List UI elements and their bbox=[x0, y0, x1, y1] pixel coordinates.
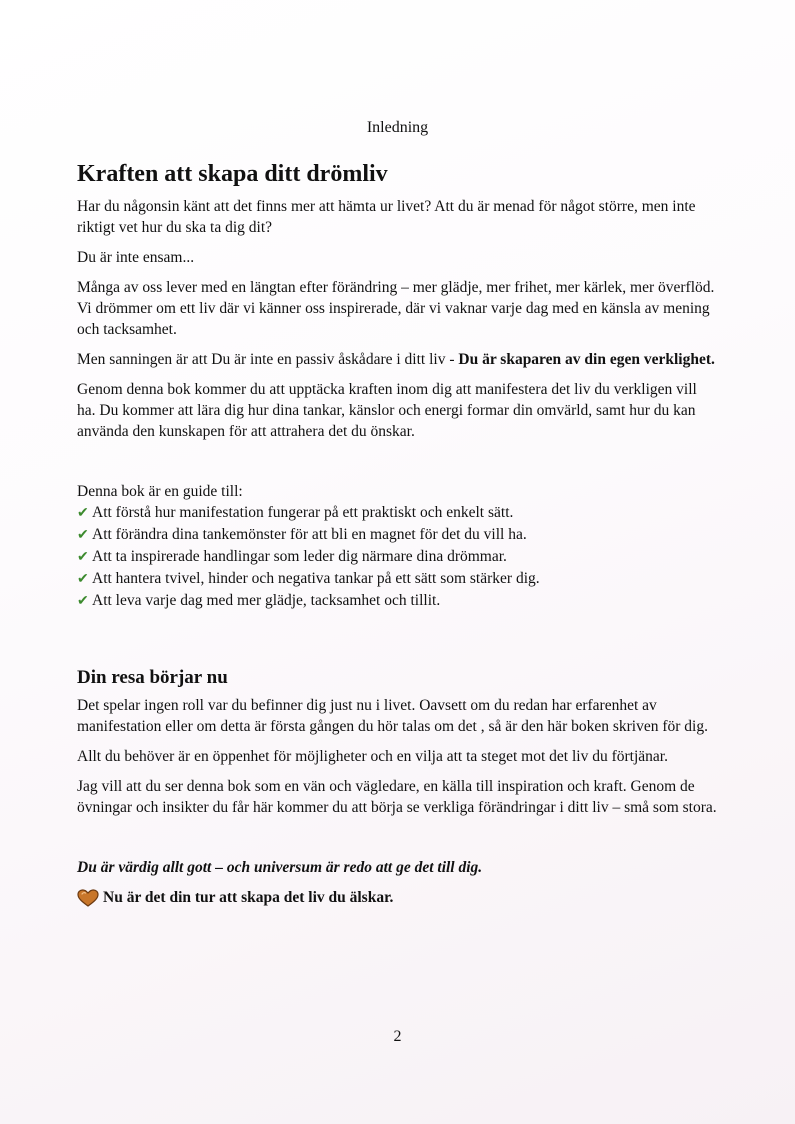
paragraph: Du är inte ensam... bbox=[77, 249, 195, 266]
list-item bbox=[77, 568, 719, 590]
checklist bbox=[77, 502, 719, 612]
check-icon: ✔ bbox=[77, 528, 89, 543]
paragraph: Många av oss lever med en längtan efter förändring – mer glädje, mer frihet, mer kärlek, mer överflöd. Vi drömmer om ett liv där vi känner oss inspirerade, där vi vaknar varje dag med en känsla av mening och tacksamhet. bbox=[77, 279, 715, 338]
paragraph: Genom denna bok kommer du att upptäcka kraften inom dig att manifestera det liv du verkligen vill ha. Du kommer att lära dig hur dina tankar, känslor och energi formar din omvärld, samt hur du kan använda den kunskapen för att attrahera det du önskar. bbox=[77, 381, 697, 440]
paragraph: Allt du behöver är en öppenhet för möjligheter och en vilja att ta steget mot det liv du förtjänar. bbox=[77, 748, 668, 765]
list-item bbox=[77, 590, 719, 612]
paragraph bbox=[77, 349, 719, 370]
list-intro: Denna bok är en guide till: bbox=[77, 483, 243, 500]
page-number: 2 bbox=[393, 1028, 402, 1045]
check-icon: ✔ bbox=[77, 550, 89, 565]
list-item-text: Att hantera tvivel, hinder och negativa tankar på ett sätt som stärker dig. bbox=[92, 570, 540, 587]
paragraph-text: Men sanningen är att Du är inte en passiv åskådare i ditt liv - bbox=[77, 351, 459, 368]
spacer bbox=[77, 827, 719, 857]
running-header: Inledning bbox=[366, 119, 429, 136]
closing-quote-text: Du är värdig allt gott – och universum är redo att ge det till dig. bbox=[77, 859, 483, 876]
check-icon: ✔ bbox=[77, 506, 89, 521]
check-icon: ✔ bbox=[77, 594, 89, 609]
closing-line bbox=[77, 887, 719, 908]
paragraph: Det spelar ingen roll var du befinner dig just nu i livet. Oavsett om du redan har erfarenhet av manifestation eller om detta är första gången du hör talas om det , så är den här boken skriven för dig. bbox=[77, 697, 708, 735]
closing-line-text: Nu är det din tur att skapa det liv du älskar. bbox=[103, 889, 394, 906]
list-item-text: Att förstå hur manifestation fungerar på ett praktiskt och enkelt sätt. bbox=[92, 504, 514, 521]
list-item bbox=[77, 546, 719, 568]
list-item-text: Att förändra dina tankemönster för att bli en magnet för det du vill ha. bbox=[92, 526, 527, 543]
content bbox=[77, 158, 719, 917]
closing-quote bbox=[77, 857, 719, 878]
spacer bbox=[77, 451, 719, 481]
list-item-text: Att leva varje dag med mer glädje, tacksamhet och tillit. bbox=[92, 592, 441, 609]
paragraph: Har du någonsin känt att det finns mer att hämta ur livet? Att du är menad för något större, men inte riktigt vet hur du ska ta dig dit? bbox=[77, 198, 696, 236]
emphasis-text: Du är skaparen av din egen verklighet. bbox=[458, 351, 715, 368]
paragraph: Jag vill att du ser denna bok som en vän och vägledare, en källa till inspiration och kraft. Genom de övningar och insikter du får här kommer du att börja se verkliga förändringar i ditt liv – små som stora. bbox=[77, 778, 717, 816]
heart-icon bbox=[77, 889, 99, 907]
check-icon: ✔ bbox=[77, 572, 89, 587]
list-item-text: Att ta inspirerade handlingar som leder dig närmare dina drömmar. bbox=[92, 548, 507, 565]
list-item bbox=[77, 524, 719, 546]
section-title: Din resa börjar nu bbox=[77, 667, 228, 688]
chapter-title: Kraften att skapa ditt drömliv bbox=[77, 161, 388, 187]
list-item bbox=[77, 502, 719, 524]
spacer bbox=[77, 612, 719, 665]
